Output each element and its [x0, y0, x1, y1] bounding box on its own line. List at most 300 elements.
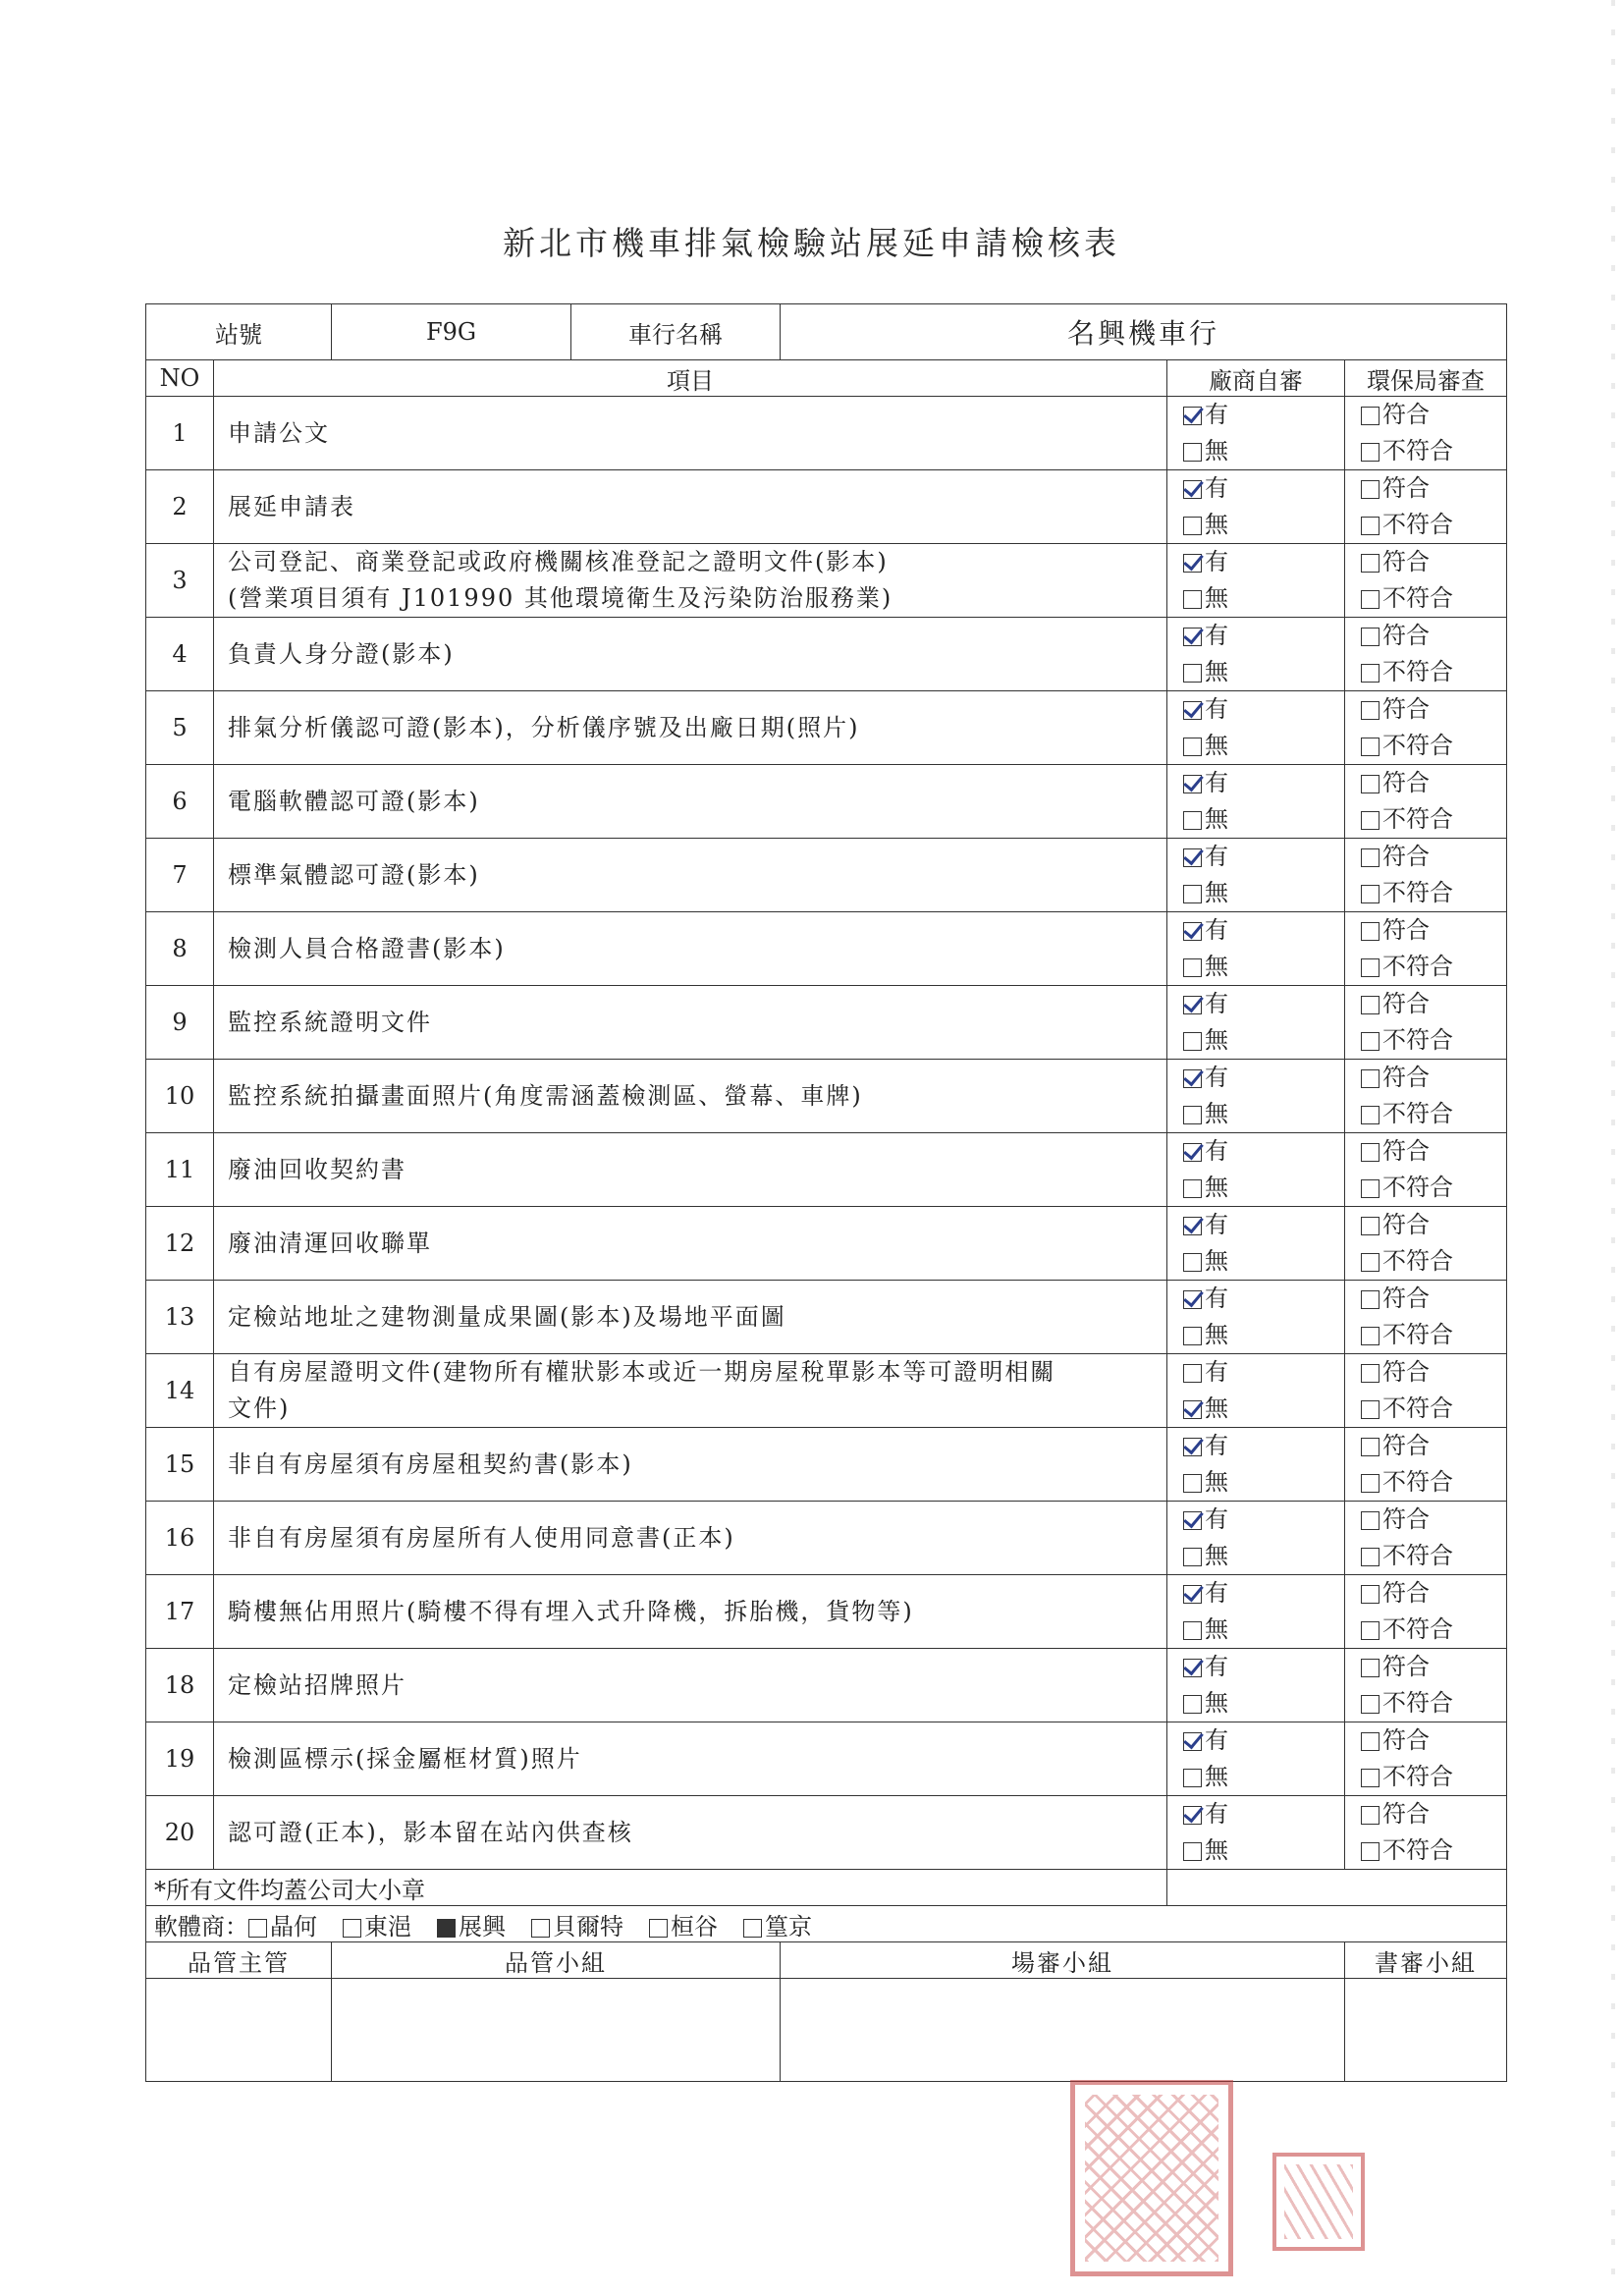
have-option[interactable]	[1167, 1428, 1344, 1464]
owner-seal-stamp	[1272, 2153, 1365, 2251]
checkbox-icon[interactable]	[1183, 1290, 1202, 1309]
have-label: 有	[1205, 548, 1228, 575]
checkbox-icon[interactable]	[1361, 1695, 1380, 1714]
fail-label: 不符合	[1382, 1321, 1453, 1348]
fail-option[interactable]	[1345, 1612, 1506, 1648]
fail-label: 不符合	[1382, 953, 1453, 980]
checkbox-icon[interactable]	[1183, 701, 1202, 720]
pass-option[interactable]	[1345, 765, 1506, 801]
fail-option[interactable]	[1345, 580, 1506, 617]
pass-option[interactable]	[1345, 397, 1506, 433]
have-label: 有	[1205, 695, 1228, 723]
none-label: 無	[1205, 732, 1228, 759]
none-option[interactable]	[1167, 1612, 1344, 1648]
pass-option[interactable]	[1345, 1796, 1506, 1832]
checkbox-icon[interactable]	[1361, 738, 1380, 756]
item-number: 17	[146, 1575, 214, 1649]
checkbox-icon[interactable]	[1183, 1695, 1202, 1714]
fail-option[interactable]	[1345, 1538, 1506, 1574]
none-option[interactable]	[1167, 580, 1344, 617]
item-description	[214, 1649, 1167, 1722]
fail-option[interactable]	[1345, 949, 1506, 985]
checkbox-icon[interactable]	[1361, 1327, 1380, 1345]
signature-header-row	[146, 1942, 1507, 1979]
page-title: 新北市機車排氣檢驗站展延申請檢核表	[503, 224, 1120, 262]
checkbox-icon[interactable]	[1183, 1474, 1202, 1493]
have-option[interactable]	[1167, 1281, 1344, 1317]
software-option[interactable]	[343, 1913, 411, 1941]
checkbox-icon[interactable]	[1183, 590, 1202, 609]
table-row	[146, 1060, 1507, 1133]
fail-option[interactable]	[1345, 1391, 1506, 1427]
self-review-cell	[1167, 986, 1345, 1060]
signature-role: 場審小組	[781, 1942, 1345, 1979]
have-option[interactable]	[1167, 986, 1344, 1022]
signature-box[interactable]	[146, 1979, 332, 2082]
pass-option[interactable]	[1345, 1133, 1506, 1170]
table-row	[146, 544, 1507, 618]
checkbox-icon[interactable]	[1183, 1253, 1202, 1272]
none-option[interactable]	[1167, 654, 1344, 690]
have-label: 有	[1205, 1505, 1228, 1533]
checkbox-icon[interactable]	[1361, 1032, 1380, 1051]
checkbox-icon[interactable]	[1183, 1806, 1202, 1825]
checkbox-icon[interactable]	[1361, 848, 1380, 867]
pass-option[interactable]	[1345, 691, 1506, 728]
item-number: 8	[146, 912, 214, 986]
checkbox-icon[interactable]	[1361, 1217, 1380, 1235]
none-option[interactable]	[1167, 1391, 1344, 1427]
fail-label: 不符合	[1382, 511, 1453, 538]
signature-box[interactable]	[332, 1979, 781, 2082]
self-review-cell	[1167, 1796, 1345, 1870]
checkbox-icon[interactable]	[1183, 443, 1202, 462]
checkbox-icon[interactable]	[437, 1919, 456, 1938]
have-option[interactable]	[1167, 1060, 1344, 1096]
fail-option[interactable]	[1345, 507, 1506, 543]
self-review-cell	[1167, 1428, 1345, 1502]
pass-option[interactable]	[1345, 839, 1506, 875]
checkbox-icon[interactable]	[1183, 958, 1202, 977]
have-option[interactable]	[1167, 912, 1344, 949]
have-label: 有	[1205, 1358, 1228, 1386]
checkbox-icon[interactable]	[1361, 996, 1380, 1014]
checkbox-icon[interactable]	[1361, 1769, 1380, 1787]
item-number: 14	[146, 1354, 214, 1428]
checkbox-icon[interactable]	[1183, 407, 1202, 425]
checkbox-icon[interactable]	[1183, 1400, 1202, 1419]
have-option[interactable]	[1167, 691, 1344, 728]
self-review-cell	[1167, 691, 1345, 765]
checkbox-icon[interactable]	[1183, 885, 1202, 903]
checkbox-icon[interactable]	[1361, 443, 1380, 462]
table-row	[146, 912, 1507, 986]
item-description	[214, 839, 1167, 912]
fail-option[interactable]	[1345, 433, 1506, 469]
have-label: 有	[1205, 1653, 1228, 1680]
header-row	[146, 304, 1507, 360]
have-label: 有	[1205, 1064, 1228, 1091]
checkbox-icon[interactable]	[1361, 1438, 1380, 1456]
pass-option[interactable]	[1345, 1428, 1506, 1464]
fail-label: 不符合	[1382, 1468, 1453, 1496]
self-review-cell	[1167, 1207, 1345, 1281]
checkbox-icon[interactable]	[1183, 1364, 1202, 1383]
self-review-cell	[1167, 544, 1345, 618]
fail-option[interactable]	[1345, 728, 1506, 764]
checkbox-icon[interactable]	[1361, 1474, 1380, 1493]
none-option[interactable]	[1167, 507, 1344, 543]
fail-label: 不符合	[1382, 805, 1453, 833]
checkbox-icon[interactable]	[1361, 407, 1380, 425]
epa-review-cell	[1345, 1502, 1507, 1575]
checkbox-icon[interactable]	[1361, 554, 1380, 573]
software-option[interactable]	[743, 1913, 812, 1941]
software-option[interactable]	[248, 1913, 317, 1941]
have-option[interactable]	[1167, 1207, 1344, 1243]
checkbox-icon[interactable]	[1183, 554, 1202, 573]
item-number: 15	[146, 1428, 214, 1502]
item-text-line1: 自有房屋證明文件(建物所有權狀影本或近一期房屋稅單影本等可證明相關	[228, 1358, 1056, 1386]
table-row	[146, 691, 1507, 765]
item-number: 13	[146, 1281, 214, 1354]
have-label: 有	[1205, 843, 1228, 870]
col-no: NO	[146, 360, 214, 397]
checkbox-icon[interactable]	[1361, 1511, 1380, 1530]
have-label: 有	[1205, 1211, 1228, 1238]
station-label: 站號	[146, 304, 332, 360]
none-option[interactable]	[1167, 1759, 1344, 1795]
checkbox-icon[interactable]	[1183, 922, 1202, 941]
have-label: 有	[1205, 916, 1228, 944]
item-description	[214, 1060, 1167, 1133]
checkbox-icon[interactable]	[1361, 1290, 1380, 1309]
checkbox-icon[interactable]	[1183, 1842, 1202, 1861]
none-label: 無	[1205, 1763, 1228, 1790]
checkbox-icon[interactable]	[1183, 775, 1202, 793]
none-label: 無	[1205, 511, 1228, 538]
pass-label: 符合	[1382, 1137, 1430, 1165]
epa-review-cell	[1345, 544, 1507, 618]
checkbox-icon[interactable]	[1183, 1217, 1202, 1235]
software-label: 軟體商：	[154, 1912, 248, 1941]
none-label: 無	[1205, 1100, 1228, 1127]
epa-review-cell	[1345, 1207, 1507, 1281]
checkbox-icon[interactable]	[1361, 664, 1380, 683]
fail-label: 不符合	[1382, 1174, 1453, 1201]
checkbox-icon[interactable]	[343, 1919, 361, 1938]
fail-label: 不符合	[1382, 1763, 1453, 1790]
checkbox-icon[interactable]	[1361, 1585, 1380, 1604]
item-description	[214, 1575, 1167, 1649]
none-option[interactable]	[1167, 1685, 1344, 1722]
epa-review-cell	[1345, 397, 1507, 470]
fail-option[interactable]	[1345, 654, 1506, 690]
software-option-label: 東浥	[364, 1912, 411, 1941]
none-option[interactable]	[1167, 1832, 1344, 1869]
none-option[interactable]	[1167, 1022, 1344, 1059]
checkbox-icon[interactable]	[1361, 1548, 1380, 1566]
checkbox-icon[interactable]	[1183, 848, 1202, 867]
checkbox-icon[interactable]	[1183, 996, 1202, 1014]
checkbox-icon[interactable]	[1183, 1548, 1202, 1566]
checkbox-icon[interactable]	[1183, 1511, 1202, 1530]
table-row	[146, 1649, 1507, 1722]
item-number: 7	[146, 839, 214, 912]
epa-review-cell	[1345, 765, 1507, 839]
epa-review-cell	[1345, 986, 1507, 1060]
item-text-line1: 定檢站招牌照片	[228, 1670, 406, 1699]
checkbox-icon[interactable]	[1361, 958, 1380, 977]
have-option[interactable]	[1167, 470, 1344, 507]
self-review-cell	[1167, 1575, 1345, 1649]
have-option[interactable]	[1167, 765, 1344, 801]
self-review-cell	[1167, 470, 1345, 544]
none-option[interactable]	[1167, 1096, 1344, 1132]
checkbox-icon[interactable]	[1183, 1179, 1202, 1198]
checkbox-icon[interactable]	[1183, 1585, 1202, 1604]
item-text-line1: 非自有房屋須有房屋所有人使用同意書(正本)	[228, 1523, 735, 1552]
checkbox-icon[interactable]	[1361, 1732, 1380, 1751]
pass-option[interactable]	[1345, 1502, 1506, 1538]
pass-option[interactable]	[1345, 1281, 1506, 1317]
checkbox-icon[interactable]	[1183, 664, 1202, 683]
pass-option[interactable]	[1345, 1354, 1506, 1391]
software-option[interactable]	[649, 1913, 718, 1941]
item-text-line1: 排氣分析儀認可證(影本)，分析儀序號及出廠日期(照片)	[228, 713, 860, 741]
checkbox-icon[interactable]	[1361, 590, 1380, 609]
have-option[interactable]	[1167, 397, 1344, 433]
checkbox-icon[interactable]	[1183, 1327, 1202, 1345]
item-description	[214, 1502, 1167, 1575]
checkbox-icon[interactable]	[1361, 1106, 1380, 1124]
have-option[interactable]	[1167, 1796, 1344, 1832]
have-label: 有	[1205, 1579, 1228, 1607]
none-option[interactable]	[1167, 1317, 1344, 1353]
checkbox-icon[interactable]	[1361, 1659, 1380, 1677]
fail-option[interactable]	[1345, 801, 1506, 838]
item-number: 2	[146, 470, 214, 544]
table-row	[146, 1133, 1507, 1207]
have-label: 有	[1205, 474, 1228, 502]
checkbox-icon[interactable]	[1183, 1659, 1202, 1677]
item-description	[214, 691, 1167, 765]
checkbox-icon[interactable]	[1183, 1106, 1202, 1124]
pass-label: 符合	[1382, 401, 1430, 428]
checklist-table	[145, 303, 1507, 2082]
none-option[interactable]	[1167, 1243, 1344, 1280]
checkbox-icon[interactable]	[1183, 628, 1202, 646]
pass-option[interactable]	[1345, 912, 1506, 949]
checkbox-icon[interactable]	[531, 1919, 550, 1938]
none-label: 無	[1205, 1026, 1228, 1054]
fail-option[interactable]	[1345, 1685, 1506, 1722]
checkbox-icon[interactable]	[649, 1919, 668, 1938]
checkbox-icon[interactable]	[1183, 480, 1202, 499]
have-label: 有	[1205, 401, 1228, 428]
fail-option[interactable]	[1345, 1096, 1506, 1132]
none-option[interactable]	[1167, 1170, 1344, 1206]
fail-label: 不符合	[1382, 1542, 1453, 1569]
fail-option[interactable]	[1345, 1759, 1506, 1795]
none-option[interactable]	[1167, 875, 1344, 911]
item-text-line1: 非自有房屋須有房屋租契約書(影本)	[228, 1449, 633, 1478]
column-header-row	[146, 360, 1507, 397]
pass-option[interactable]	[1345, 1649, 1506, 1685]
pass-option[interactable]	[1345, 1060, 1506, 1096]
checkbox-icon[interactable]	[1183, 517, 1202, 535]
none-option[interactable]	[1167, 801, 1344, 838]
pass-option[interactable]	[1345, 1722, 1506, 1759]
have-label: 有	[1205, 1800, 1228, 1828]
software-option[interactable]	[531, 1913, 623, 1941]
pass-option[interactable]	[1345, 618, 1506, 654]
item-text-line1: 騎樓無佔用照片(騎樓不得有埋入式升降機，拆胎機，貨物等)	[228, 1597, 914, 1625]
fail-label: 不符合	[1382, 1026, 1453, 1054]
table-row	[146, 1796, 1507, 1870]
software-option[interactable]	[437, 1913, 506, 1941]
station-value: F9G	[332, 304, 571, 360]
checkbox-icon[interactable]	[743, 1919, 762, 1938]
checkbox-icon[interactable]	[1361, 701, 1380, 720]
fail-option[interactable]	[1345, 875, 1506, 911]
checkbox-icon[interactable]	[1361, 775, 1380, 793]
have-option[interactable]	[1167, 1575, 1344, 1612]
checkbox-icon[interactable]	[1183, 1069, 1202, 1088]
software-option-label: 展興	[459, 1912, 506, 1941]
checkbox-icon[interactable]	[1361, 1069, 1380, 1088]
self-review-cell	[1167, 1502, 1345, 1575]
item-text-line1: 展延申請表	[228, 492, 355, 520]
pass-label: 符合	[1382, 1800, 1430, 1828]
signature-box[interactable]	[781, 1979, 1345, 2082]
item-description	[214, 618, 1167, 691]
checkbox-icon[interactable]	[248, 1919, 267, 1938]
checkbox-icon[interactable]	[1361, 1179, 1380, 1198]
fail-option[interactable]	[1345, 1317, 1506, 1353]
fail-option[interactable]	[1345, 1170, 1506, 1206]
have-option[interactable]	[1167, 618, 1344, 654]
item-description	[214, 397, 1167, 470]
checkbox-icon[interactable]	[1183, 738, 1202, 756]
pass-option[interactable]	[1345, 544, 1506, 580]
checkbox-icon[interactable]	[1361, 1143, 1380, 1162]
none-label: 無	[1205, 1174, 1228, 1201]
pass-option[interactable]	[1345, 986, 1506, 1022]
none-option[interactable]	[1167, 728, 1344, 764]
checkbox-icon[interactable]	[1183, 1143, 1202, 1162]
pass-label: 符合	[1382, 843, 1430, 870]
checkbox-icon[interactable]	[1361, 1621, 1380, 1640]
checkbox-icon[interactable]	[1361, 1842, 1380, 1861]
pass-option[interactable]	[1345, 470, 1506, 507]
software-option-label: 桓谷	[671, 1912, 718, 1941]
fail-option[interactable]	[1345, 1832, 1506, 1869]
item-number: 5	[146, 691, 214, 765]
checkbox-icon[interactable]	[1183, 1438, 1202, 1456]
none-option[interactable]	[1167, 949, 1344, 985]
fail-label: 不符合	[1382, 1247, 1453, 1275]
none-label: 無	[1205, 1542, 1228, 1569]
checkbox-icon[interactable]	[1183, 1769, 1202, 1787]
checkbox-icon[interactable]	[1361, 922, 1380, 941]
none-label: 無	[1205, 437, 1228, 465]
checkbox-icon[interactable]	[1361, 1253, 1380, 1272]
item-description	[214, 1207, 1167, 1281]
item-text-line1: 申請公文	[228, 418, 330, 447]
item-text-line1: 定檢站地址之建物測量成果圖(影本)及場地平面圖	[228, 1302, 786, 1331]
item-number: 12	[146, 1207, 214, 1281]
have-label: 有	[1205, 1726, 1228, 1754]
fail-option[interactable]	[1345, 1464, 1506, 1501]
software-option-label: 貝爾特	[553, 1912, 623, 1941]
checkbox-icon[interactable]	[1361, 1400, 1380, 1419]
checkbox-icon[interactable]	[1361, 811, 1380, 830]
table-row	[146, 618, 1507, 691]
note-row	[146, 1870, 1507, 1906]
self-review-cell	[1167, 1133, 1345, 1207]
pass-label: 符合	[1382, 622, 1430, 649]
self-review-cell	[1167, 912, 1345, 986]
item-text-line1: 廢油回收契約書	[228, 1155, 406, 1183]
checkbox-icon[interactable]	[1361, 1364, 1380, 1383]
fail-option[interactable]	[1345, 1022, 1506, 1059]
none-label: 無	[1205, 658, 1228, 685]
item-text-line2: 文件)	[228, 1394, 291, 1422]
have-label: 有	[1205, 1137, 1228, 1165]
checkbox-icon[interactable]	[1361, 480, 1380, 499]
pass-option[interactable]	[1345, 1207, 1506, 1243]
checkbox-icon[interactable]	[1361, 885, 1380, 903]
epa-review-cell	[1345, 912, 1507, 986]
checkbox-icon[interactable]	[1183, 811, 1202, 830]
fail-label: 不符合	[1382, 437, 1453, 465]
epa-review-cell	[1345, 1722, 1507, 1796]
have-option[interactable]	[1167, 1722, 1344, 1759]
none-label: 無	[1205, 805, 1228, 833]
none-option[interactable]	[1167, 1538, 1344, 1574]
fail-option[interactable]	[1345, 1243, 1506, 1280]
none-option[interactable]	[1167, 1464, 1344, 1501]
item-text-line1: 監控系統證明文件	[228, 1008, 432, 1036]
have-option[interactable]	[1167, 1649, 1344, 1685]
have-option[interactable]	[1167, 839, 1344, 875]
checkbox-icon[interactable]	[1361, 517, 1380, 535]
col-item: 項目	[214, 360, 1167, 397]
have-option[interactable]	[1167, 1354, 1344, 1391]
checkbox-icon[interactable]	[1183, 1621, 1202, 1640]
none-option[interactable]	[1167, 433, 1344, 469]
pass-option[interactable]	[1345, 1575, 1506, 1612]
item-number: 1	[146, 397, 214, 470]
item-number: 9	[146, 986, 214, 1060]
item-description	[214, 1428, 1167, 1502]
col-epa-review: 環保局審查	[1345, 360, 1507, 397]
none-label: 無	[1205, 1247, 1228, 1275]
none-label: 無	[1205, 953, 1228, 980]
signature-box[interactable]	[1345, 1979, 1507, 2082]
checkbox-icon[interactable]	[1183, 1732, 1202, 1751]
checkbox-icon[interactable]	[1361, 1806, 1380, 1825]
have-option[interactable]	[1167, 1133, 1344, 1170]
have-option[interactable]	[1167, 1502, 1344, 1538]
checkbox-icon[interactable]	[1361, 628, 1380, 646]
have-label: 有	[1205, 990, 1228, 1017]
fail-label: 不符合	[1382, 658, 1453, 685]
have-option[interactable]	[1167, 544, 1344, 580]
fail-label: 不符合	[1382, 1615, 1453, 1643]
checkbox-icon[interactable]	[1183, 1032, 1202, 1051]
